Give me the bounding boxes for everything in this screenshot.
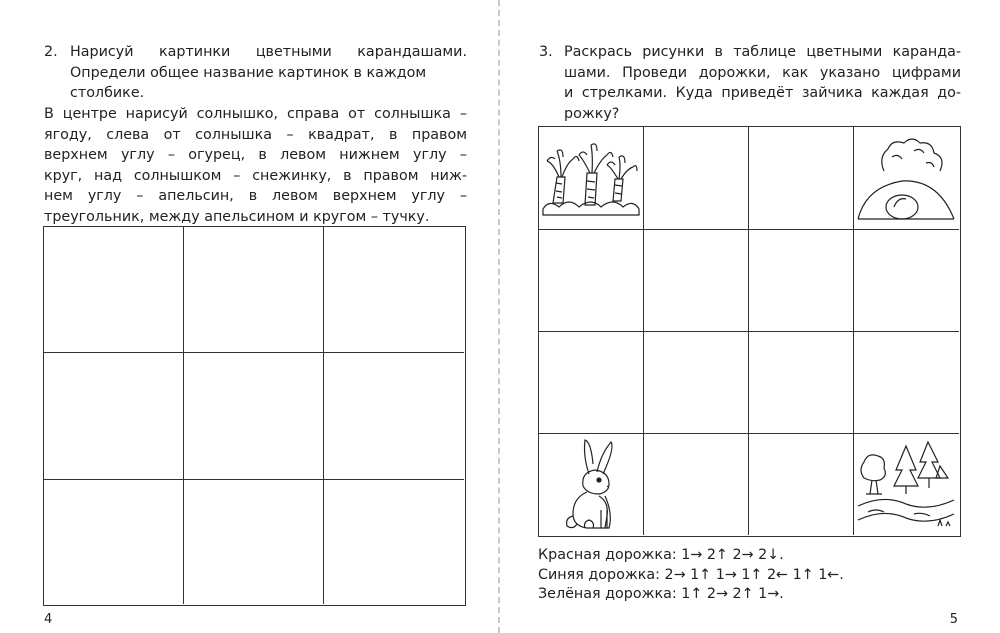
grid-cell-burrow[interactable] (854, 127, 959, 230)
drawing-cell[interactable] (44, 480, 184, 604)
task-2-line: Нарисуй картинки цветными карандашами. (70, 44, 467, 60)
grid-cell[interactable] (539, 230, 644, 332)
grid-cell[interactable] (749, 230, 854, 332)
instruction-line: круг, над солнышком – снежинку, в правом ниж- (44, 167, 467, 184)
path-grid-4x4 (538, 126, 961, 537)
instruction-line: В центре нарисуй солнышко, справа от солнышка – (44, 106, 467, 122)
grid-cell-carrots[interactable] (539, 127, 644, 230)
drawing-cell[interactable] (44, 227, 184, 353)
task-2-instructions (44, 104, 467, 227)
burrow-icon (854, 127, 958, 229)
carrots-garden-icon (539, 127, 643, 229)
task-2-number: 2. (44, 44, 58, 60)
drawing-cell[interactable] (184, 353, 324, 480)
page-number-left: 4 (44, 612, 53, 627)
right-page (502, 0, 1000, 633)
grid-cell[interactable] (644, 127, 749, 230)
instruction-line: верхнем углу – огурец, в левом нижнем углу – (44, 147, 467, 163)
drawing-cell[interactable] (324, 480, 464, 604)
path-label: Синяя дорожка: (538, 566, 660, 583)
drawing-cell[interactable] (184, 227, 324, 353)
forest-stream-icon (854, 434, 958, 534)
instruction-line: треугольник, между апельсином и кругом – тучку. (44, 208, 430, 225)
grid-cell[interactable] (749, 434, 854, 535)
task-3-line: и стрелками. Куда приведёт зайчика каждая до- (564, 85, 961, 101)
instruction-line: нем углу – апельсин, в левом верхнем углу – (44, 188, 467, 204)
task-3-title (564, 42, 961, 124)
grid-cell[interactable] (644, 434, 749, 535)
path-label: Зелёная дорожка: (538, 586, 677, 602)
instruction-line: ягоду, слева от солнышка – квадрат, в правом (44, 126, 467, 143)
grid-cell-forest[interactable] (854, 434, 959, 535)
rabbit-icon (539, 434, 643, 534)
drawing-cell[interactable] (184, 480, 324, 604)
path-green (538, 585, 844, 605)
grid-cell[interactable] (644, 332, 749, 434)
path-label: Красная дорожка: (538, 547, 677, 563)
path-red (538, 546, 844, 566)
drawing-cell[interactable] (44, 353, 184, 480)
path-instructions (538, 546, 844, 605)
task-2-line: Определи общее название картинок в каждом (70, 64, 427, 81)
grid-cell[interactable] (539, 332, 644, 434)
grid-cell[interactable] (854, 230, 959, 332)
page-number-right: 5 (949, 612, 958, 627)
drawing-cell[interactable] (324, 227, 464, 353)
grid-cell[interactable] (644, 230, 749, 332)
grid-cell[interactable] (749, 127, 854, 230)
task-3-line: рожку? (564, 105, 620, 122)
task-3-line: Раскрась рисунки в таблице цветными каранда- (564, 44, 961, 60)
task-3-line: шами. Проведи дорожки, как указано цифрами (564, 64, 961, 81)
path-sequence: 1↑ 2→ 2↑ 1→. (681, 586, 784, 602)
task-2-title (70, 42, 467, 104)
grid-cell[interactable] (749, 332, 854, 434)
path-sequence: 2→ 1↑ 1→ 1↑ 2← 1↑ 1←. (664, 566, 844, 583)
path-blue (538, 566, 844, 586)
drawing-grid-3x3 (43, 226, 466, 606)
grid-cell[interactable] (854, 332, 959, 434)
task-2-line: столбике. (70, 85, 145, 101)
path-sequence: 1→ 2↑ 2→ 2↓. (681, 547, 784, 563)
task-3-number: 3. (539, 44, 553, 60)
drawing-cell[interactable] (324, 353, 464, 480)
grid-cell-rabbit[interactable] (539, 434, 644, 535)
